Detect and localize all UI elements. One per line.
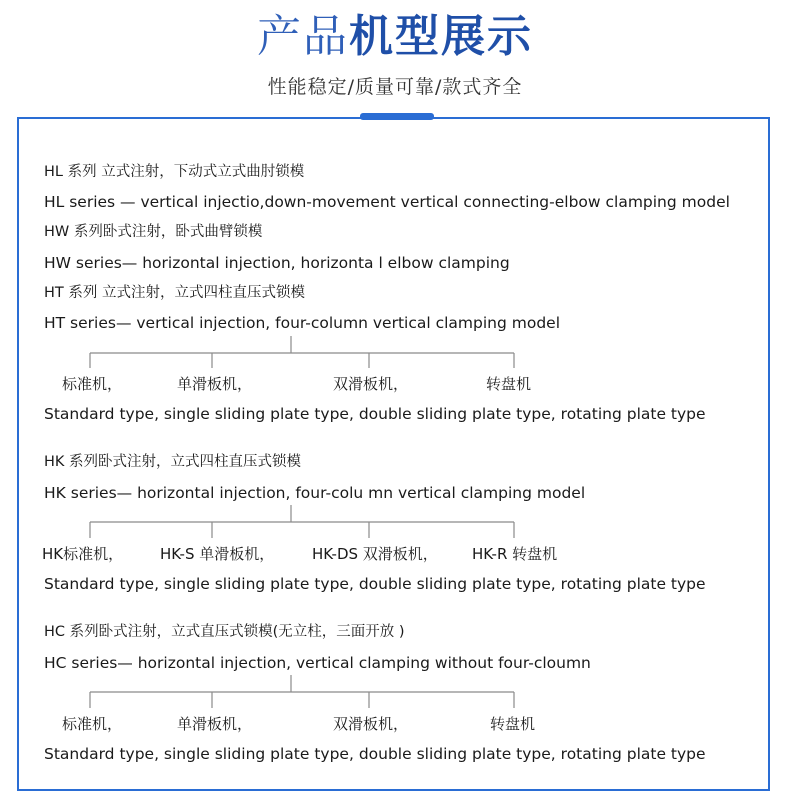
hc-type-single-slide: 单滑板机， <box>177 715 253 733</box>
hc-type-rotary: 转盘机 <box>490 715 536 733</box>
hw-series-en: HW series— horizontal injection, horizonta l elbow clamping <box>44 254 510 272</box>
hk-series-cn: HK 系列卧式注射，立式四柱直压式锁模 <box>44 454 302 470</box>
ht-type-rotary: 转盘机 <box>486 375 532 393</box>
ht-type-single-slide: 单滑板机， <box>177 375 253 393</box>
title-light-part: 产品 <box>257 11 349 62</box>
hk-types-en: Standard type, single sliding plate type, double sliding plate type, rotating plate type <box>44 575 706 593</box>
hc-series-cn: HC 系列卧式注射，立式直压式锁模(无立柱，三面开放 ) <box>44 624 405 640</box>
hk-type-double-slide: HK-DS 双滑板机， <box>312 545 438 563</box>
title-bold-part: 机型展示 <box>349 11 533 62</box>
ht-type-standard: 标准机， <box>62 375 123 393</box>
hk-type-standard: HK标准机， <box>42 545 124 563</box>
hl-series-en: HL series — vertical injectio,down-movement vertical connecting-elbow clamping model <box>44 193 730 211</box>
page-subtitle: 性能稳定/质量可靠/款式齐全 <box>267 76 523 98</box>
hc-type-standard: 标准机， <box>62 715 123 733</box>
hc-type-double-slide: 双滑板机， <box>333 715 409 733</box>
hk-series-en: HK series— horizontal injection, four-colu mn vertical clamping model <box>44 484 586 502</box>
ht-series-cn: HT 系列 立式注射，立式四柱直压式锁模 <box>44 285 305 301</box>
hc-types-en: Standard type, single sliding plate type, double sliding plate type, rotating plate type <box>44 745 706 763</box>
ht-types-en: Standard type, single sliding plate type, double sliding plate type, rotating plate type <box>44 405 706 423</box>
hk-type-single-slide: HK-S 单滑板机， <box>160 545 275 563</box>
ht-type-double-slide: 双滑板机， <box>333 375 409 393</box>
hc-series-en: HC series— horizontal injection, vertical clamping without four-cloumn <box>44 654 591 672</box>
hk-type-rotary: HK-R 转盘机 <box>472 545 558 563</box>
hl-series-cn: HL 系列 立式注射，下动式立式曲肘锁模 <box>44 164 305 180</box>
hw-series-cn: HW 系列卧式注射，卧式曲臂锁模 <box>44 224 263 240</box>
ht-series-en: HT series— vertical injection, four-column vertical clamping model <box>44 314 561 332</box>
